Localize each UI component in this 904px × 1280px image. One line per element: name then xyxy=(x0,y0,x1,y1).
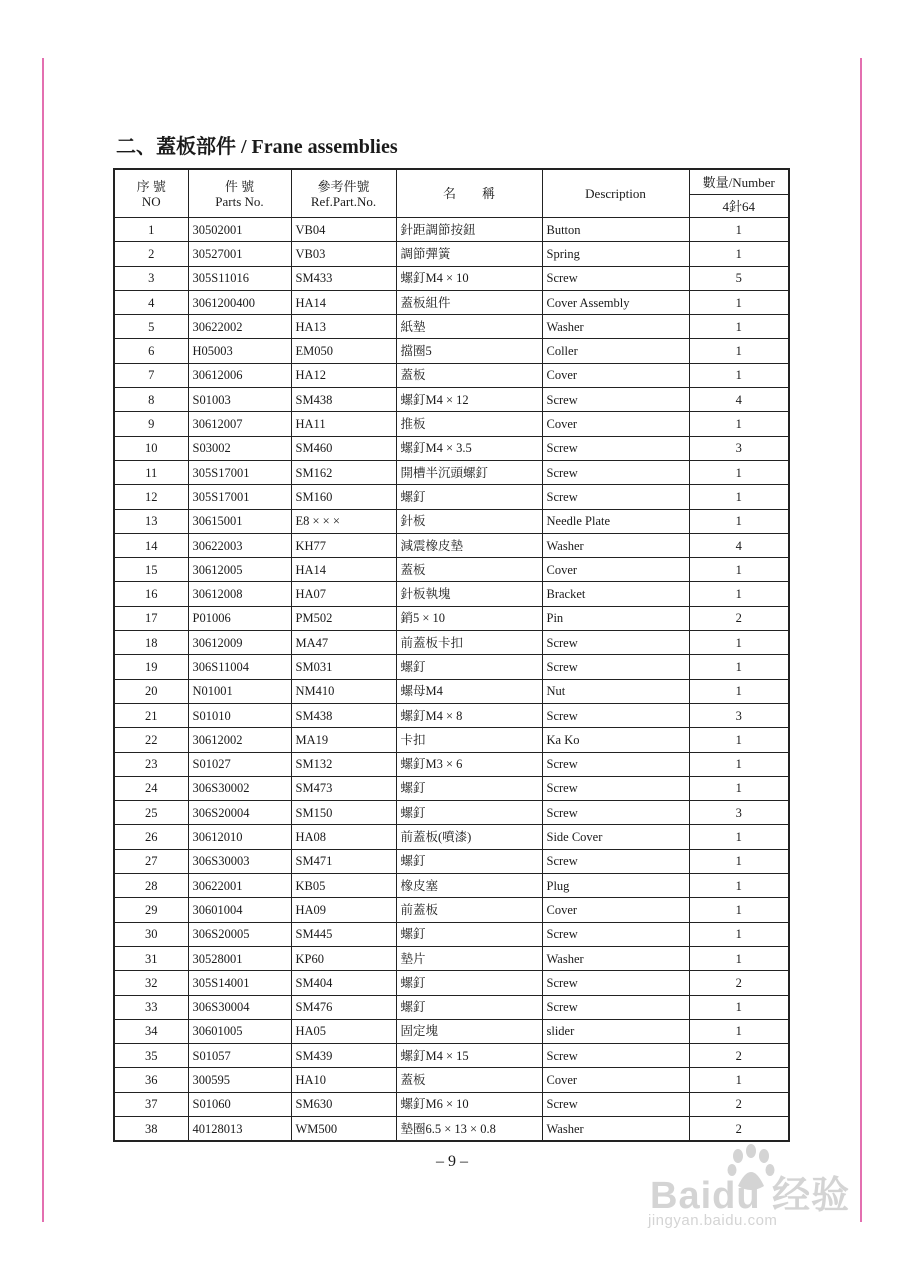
cell-quantity: 1 xyxy=(689,874,789,898)
cell-name-zh: 卡扣 xyxy=(396,728,542,752)
cell-description: Cover xyxy=(542,412,689,436)
cell-name-zh: 針距調節按鈕 xyxy=(396,218,542,242)
cell-ref-part-no: SM438 xyxy=(291,388,396,412)
cell-name-zh: 螺釘M4 × 8 xyxy=(396,703,542,727)
cell-no: 35 xyxy=(114,1044,188,1068)
cell-ref-part-no: SM473 xyxy=(291,776,396,800)
table-row xyxy=(114,290,789,314)
cell-description: Screw xyxy=(542,1044,689,1068)
cell-ref-part-no: SM438 xyxy=(291,703,396,727)
cell-no: 38 xyxy=(114,1116,188,1141)
cell-part-no: 306S20005 xyxy=(188,922,291,946)
cell-no: 13 xyxy=(114,509,188,533)
cell-quantity: 1 xyxy=(689,922,789,946)
cell-ref-part-no: HA07 xyxy=(291,582,396,606)
cell-description: Bracket xyxy=(542,582,689,606)
cell-ref-part-no: WM500 xyxy=(291,1116,396,1141)
cell-quantity: 1 xyxy=(689,631,789,655)
cell-quantity: 1 xyxy=(689,825,789,849)
table-row xyxy=(114,388,789,412)
cell-part-no: P01006 xyxy=(188,606,291,630)
cell-part-no: 30615001 xyxy=(188,509,291,533)
table-row xyxy=(114,266,789,290)
cell-part-no: 306S11004 xyxy=(188,655,291,679)
table-row xyxy=(114,582,789,606)
cell-part-no: 300595 xyxy=(188,1068,291,1092)
cell-name-zh: 墊片 xyxy=(396,946,542,970)
cell-no: 1 xyxy=(114,218,188,242)
cell-no: 6 xyxy=(114,339,188,363)
cell-quantity: 2 xyxy=(689,1116,789,1141)
cell-description: Washer xyxy=(542,1116,689,1141)
cell-description: Cover Assembly xyxy=(542,290,689,314)
cell-name-zh: 橡皮塞 xyxy=(396,874,542,898)
cell-no: 31 xyxy=(114,946,188,970)
table-row xyxy=(114,703,789,727)
cell-part-no: 30528001 xyxy=(188,946,291,970)
table-row xyxy=(114,242,789,266)
cell-description: Screw xyxy=(542,703,689,727)
cell-ref-part-no: SM433 xyxy=(291,266,396,290)
cell-part-no: 30527001 xyxy=(188,242,291,266)
page-margin-left xyxy=(42,58,44,1222)
cell-part-no: 30622001 xyxy=(188,874,291,898)
header-part xyxy=(188,169,291,218)
cell-quantity: 4 xyxy=(689,533,789,557)
cell-ref-part-no: MA19 xyxy=(291,728,396,752)
cell-quantity: 1 xyxy=(689,242,789,266)
cell-description: Screw xyxy=(542,776,689,800)
cell-name-zh: 減震橡皮墊 xyxy=(396,533,542,557)
cell-part-no: S01010 xyxy=(188,703,291,727)
cell-description: Screw xyxy=(542,849,689,873)
parts-table xyxy=(113,168,790,1142)
cell-part-no: 30612005 xyxy=(188,558,291,582)
table-row xyxy=(114,485,789,509)
cell-quantity: 1 xyxy=(689,509,789,533)
table-row xyxy=(114,752,789,776)
cell-name-zh: 螺釘 xyxy=(396,922,542,946)
table-row xyxy=(114,655,789,679)
cell-ref-part-no: VB03 xyxy=(291,242,396,266)
cell-description: Cover xyxy=(542,1068,689,1092)
cell-no: 37 xyxy=(114,1092,188,1116)
header-part-en: Parts No. xyxy=(215,193,264,209)
cell-quantity: 1 xyxy=(689,752,789,776)
cell-no: 3 xyxy=(114,266,188,290)
table-row xyxy=(114,1092,789,1116)
cell-part-no: 305S11016 xyxy=(188,266,291,290)
cell-quantity: 1 xyxy=(689,1068,789,1092)
cell-part-no: S01027 xyxy=(188,752,291,776)
header-no-zh: 序 號 xyxy=(136,178,166,194)
cell-description: Screw xyxy=(542,388,689,412)
cell-no: 33 xyxy=(114,995,188,1019)
cell-ref-part-no: PM502 xyxy=(291,606,396,630)
section-title: 二、蓋板部件 / Frane assemblies xyxy=(116,136,398,158)
header-name: 名 稱 xyxy=(396,169,542,218)
table-row xyxy=(114,946,789,970)
baidu-watermark xyxy=(644,1142,854,1229)
table-row xyxy=(114,363,789,387)
table-row xyxy=(114,801,789,825)
cell-quantity: 1 xyxy=(689,995,789,1019)
cell-ref-part-no: SM160 xyxy=(291,485,396,509)
cell-name-zh: 螺釘M4 × 10 xyxy=(396,266,542,290)
cell-ref-part-no: SM132 xyxy=(291,752,396,776)
cell-description: Plug xyxy=(542,874,689,898)
cell-part-no: N01001 xyxy=(188,679,291,703)
cell-description: Needle Plate xyxy=(542,509,689,533)
cell-name-zh: 螺釘 xyxy=(396,485,542,509)
cell-part-no: 30612009 xyxy=(188,631,291,655)
cell-ref-part-no: HA13 xyxy=(291,315,396,339)
cell-ref-part-no: SM162 xyxy=(291,460,396,484)
cell-no: 23 xyxy=(114,752,188,776)
cell-no: 17 xyxy=(114,606,188,630)
cell-no: 14 xyxy=(114,533,188,557)
cell-no: 2 xyxy=(114,242,188,266)
table-row xyxy=(114,1019,789,1043)
cell-ref-part-no: SM031 xyxy=(291,655,396,679)
cell-quantity: 1 xyxy=(689,218,789,242)
cell-ref-part-no: HA08 xyxy=(291,825,396,849)
cell-quantity: 2 xyxy=(689,1092,789,1116)
cell-part-no: S01057 xyxy=(188,1044,291,1068)
cell-name-zh: 蓋板 xyxy=(396,1068,542,1092)
watermark-brand: Baidu 经验 xyxy=(650,1175,851,1217)
cell-no: 28 xyxy=(114,874,188,898)
cell-quantity: 1 xyxy=(689,290,789,314)
cell-quantity: 1 xyxy=(689,315,789,339)
cell-name-zh: 墊圈6.5 × 13 × 0.8 xyxy=(396,1116,542,1141)
cell-part-no: 30601005 xyxy=(188,1019,291,1043)
cell-name-zh: 螺釘M4 × 15 xyxy=(396,1044,542,1068)
table-row xyxy=(114,412,789,436)
header-qty-model: 4針64 xyxy=(689,195,789,218)
table-row xyxy=(114,728,789,752)
cell-ref-part-no: HA05 xyxy=(291,1019,396,1043)
cell-ref-part-no: HA09 xyxy=(291,898,396,922)
cell-no: 15 xyxy=(114,558,188,582)
cell-quantity: 1 xyxy=(689,776,789,800)
table-row xyxy=(114,315,789,339)
cell-description: Ka Ko xyxy=(542,728,689,752)
cell-name-zh: 推板 xyxy=(396,412,542,436)
cell-quantity: 2 xyxy=(689,971,789,995)
cell-no: 29 xyxy=(114,898,188,922)
cell-name-zh: 銷5 × 10 xyxy=(396,606,542,630)
cell-no: 5 xyxy=(114,315,188,339)
cell-description: Washer xyxy=(542,315,689,339)
cell-quantity: 3 xyxy=(689,703,789,727)
cell-ref-part-no: SM471 xyxy=(291,849,396,873)
cell-part-no: 305S17001 xyxy=(188,485,291,509)
cell-no: 24 xyxy=(114,776,188,800)
cell-no: 25 xyxy=(114,801,188,825)
cell-description: Screw xyxy=(542,1092,689,1116)
cell-no: 26 xyxy=(114,825,188,849)
cell-description: Screw xyxy=(542,995,689,1019)
cell-description: Screw xyxy=(542,436,689,460)
cell-ref-part-no: KB05 xyxy=(291,874,396,898)
cell-no: 34 xyxy=(114,1019,188,1043)
cell-name-zh: 固定塊 xyxy=(396,1019,542,1043)
cell-quantity: 1 xyxy=(689,485,789,509)
cell-name-zh: 前蓋板卡扣 xyxy=(396,631,542,655)
cell-ref-part-no: HA11 xyxy=(291,412,396,436)
cell-quantity: 1 xyxy=(689,558,789,582)
cell-ref-part-no: SM460 xyxy=(291,436,396,460)
cell-name-zh: 螺釘 xyxy=(396,995,542,1019)
cell-part-no: 30502001 xyxy=(188,218,291,242)
cell-name-zh: 螺釘M4 × 12 xyxy=(396,388,542,412)
cell-description: Washer xyxy=(542,946,689,970)
cell-description: Pin xyxy=(542,606,689,630)
cell-part-no: 306S30002 xyxy=(188,776,291,800)
header-ref-en: Ref.Part.No. xyxy=(310,193,377,209)
cell-quantity: 5 xyxy=(689,266,789,290)
cell-no: 36 xyxy=(114,1068,188,1092)
cell-name-zh: 螺釘 xyxy=(396,776,542,800)
table-row xyxy=(114,679,789,703)
cell-ref-part-no: SM439 xyxy=(291,1044,396,1068)
cell-ref-part-no: SM404 xyxy=(291,971,396,995)
cell-name-zh: 螺釘M3 × 6 xyxy=(396,752,542,776)
cell-description: Coller xyxy=(542,339,689,363)
cell-part-no: 306S30004 xyxy=(188,995,291,1019)
table-row xyxy=(114,825,789,849)
header-no-en: NO xyxy=(141,193,161,209)
cell-quantity: 1 xyxy=(689,946,789,970)
parts-table-body xyxy=(114,218,789,1142)
cell-name-zh: 蓋板組件 xyxy=(396,290,542,314)
cell-description: Screw xyxy=(542,752,689,776)
cell-no: 32 xyxy=(114,971,188,995)
table-row xyxy=(114,1068,789,1092)
table-row xyxy=(114,533,789,557)
cell-name-zh: 螺釘 xyxy=(396,801,542,825)
cell-name-zh: 蓋板 xyxy=(396,558,542,582)
cell-no: 7 xyxy=(114,363,188,387)
table-row xyxy=(114,436,789,460)
table-row xyxy=(114,1044,789,1068)
cell-part-no: 30612008 xyxy=(188,582,291,606)
cell-quantity: 1 xyxy=(689,679,789,703)
cell-no: 11 xyxy=(114,460,188,484)
cell-name-zh: 前蓋板 xyxy=(396,898,542,922)
watermark-url: jingyan.baidu.com xyxy=(648,1212,778,1229)
cell-part-no: 30612010 xyxy=(188,825,291,849)
cell-no: 8 xyxy=(114,388,188,412)
cell-description: Button xyxy=(542,218,689,242)
cell-name-zh: 螺釘M6 × 10 xyxy=(396,1092,542,1116)
cell-name-zh: 螺母M4 xyxy=(396,679,542,703)
header-no xyxy=(114,169,188,218)
cell-part-no: 30622003 xyxy=(188,533,291,557)
cell-description: Screw xyxy=(542,801,689,825)
cell-name-zh: 螺釘 xyxy=(396,655,542,679)
table-row xyxy=(114,509,789,533)
table-row xyxy=(114,776,789,800)
page-number: – 9 – xyxy=(436,1153,468,1170)
table-row xyxy=(114,874,789,898)
table-row xyxy=(114,460,789,484)
cell-no: 21 xyxy=(114,703,188,727)
cell-ref-part-no: KH77 xyxy=(291,533,396,557)
cell-name-zh: 螺釘M4 × 3.5 xyxy=(396,436,542,460)
header-qty: 數量/Number xyxy=(689,169,789,195)
cell-no: 22 xyxy=(114,728,188,752)
cell-name-zh: 調節彈簧 xyxy=(396,242,542,266)
cell-description: Screw xyxy=(542,266,689,290)
cell-ref-part-no: HA14 xyxy=(291,558,396,582)
cell-quantity: 1 xyxy=(689,363,789,387)
cell-no: 10 xyxy=(114,436,188,460)
header-ref-zh: 參考件號 xyxy=(317,178,370,194)
table-row xyxy=(114,849,789,873)
cell-ref-part-no: SM630 xyxy=(291,1092,396,1116)
cell-ref-part-no: HA10 xyxy=(291,1068,396,1092)
cell-description: Screw xyxy=(542,460,689,484)
cell-ref-part-no: VB04 xyxy=(291,218,396,242)
cell-description: slider xyxy=(542,1019,689,1043)
cell-description: Screw xyxy=(542,971,689,995)
cell-part-no: 305S14001 xyxy=(188,971,291,995)
cell-description: Screw xyxy=(542,655,689,679)
cell-no: 16 xyxy=(114,582,188,606)
table-row xyxy=(114,339,789,363)
cell-part-no: 305S17001 xyxy=(188,460,291,484)
cell-part-no: 30622002 xyxy=(188,315,291,339)
cell-ref-part-no: HA12 xyxy=(291,363,396,387)
cell-no: 12 xyxy=(114,485,188,509)
cell-quantity: 3 xyxy=(689,801,789,825)
table-row xyxy=(114,898,789,922)
cell-ref-part-no: SM476 xyxy=(291,995,396,1019)
cell-name-zh: 螺釘 xyxy=(396,849,542,873)
table-row xyxy=(114,922,789,946)
cell-name-zh: 針板 xyxy=(396,509,542,533)
cell-description: Screw xyxy=(542,485,689,509)
cell-ref-part-no: MA47 xyxy=(291,631,396,655)
cell-quantity: 2 xyxy=(689,1044,789,1068)
cell-quantity: 1 xyxy=(689,728,789,752)
cell-part-no: 30612002 xyxy=(188,728,291,752)
cell-part-no: H05003 xyxy=(188,339,291,363)
page-margin-right xyxy=(860,58,862,1222)
cell-name-zh: 紙墊 xyxy=(396,315,542,339)
cell-no: 9 xyxy=(114,412,188,436)
cell-name-zh: 擋圈5 xyxy=(396,339,542,363)
cell-ref-part-no: HA14 xyxy=(291,290,396,314)
cell-ref-part-no: E8 × × × xyxy=(291,509,396,533)
cell-description: Spring xyxy=(542,242,689,266)
cell-name-zh: 蓋板 xyxy=(396,363,542,387)
cell-quantity: 1 xyxy=(689,655,789,679)
table-row xyxy=(114,1116,789,1141)
cell-no: 19 xyxy=(114,655,188,679)
cell-part-no: 306S30003 xyxy=(188,849,291,873)
cell-part-no: 306S20004 xyxy=(188,801,291,825)
cell-part-no: 3061200400 xyxy=(188,290,291,314)
cell-ref-part-no: KP60 xyxy=(291,946,396,970)
cell-part-no: 30612006 xyxy=(188,363,291,387)
cell-ref-part-no: NM410 xyxy=(291,679,396,703)
header-description: Description xyxy=(542,169,689,218)
cell-quantity: 3 xyxy=(689,436,789,460)
cell-name-zh: 螺釘 xyxy=(396,971,542,995)
cell-quantity: 1 xyxy=(689,460,789,484)
cell-no: 4 xyxy=(114,290,188,314)
cell-part-no: S03002 xyxy=(188,436,291,460)
cell-no: 27 xyxy=(114,849,188,873)
cell-name-zh: 前蓋板(噴漆) xyxy=(396,825,542,849)
table-row xyxy=(114,995,789,1019)
cell-quantity: 1 xyxy=(689,898,789,922)
cell-quantity: 1 xyxy=(689,412,789,436)
cell-part-no: 30612007 xyxy=(188,412,291,436)
header-part-zh: 件 號 xyxy=(224,178,255,194)
cell-no: 18 xyxy=(114,631,188,655)
cell-description: Washer xyxy=(542,533,689,557)
table-header-row xyxy=(114,169,789,195)
cell-description: Cover xyxy=(542,558,689,582)
cell-part-no: 40128013 xyxy=(188,1116,291,1141)
cell-quantity: 1 xyxy=(689,1019,789,1043)
header-ref xyxy=(291,169,396,218)
cell-quantity: 1 xyxy=(689,339,789,363)
cell-description: Side Cover xyxy=(542,825,689,849)
cell-quantity: 2 xyxy=(689,606,789,630)
cell-name-zh: 針板執塊 xyxy=(396,582,542,606)
cell-quantity: 1 xyxy=(689,849,789,873)
table-row xyxy=(114,971,789,995)
cell-ref-part-no: EM050 xyxy=(291,339,396,363)
cell-description: Cover xyxy=(542,898,689,922)
table-row xyxy=(114,606,789,630)
cell-description: Cover xyxy=(542,363,689,387)
table-row xyxy=(114,558,789,582)
cell-part-no: 30601004 xyxy=(188,898,291,922)
cell-ref-part-no: SM445 xyxy=(291,922,396,946)
cell-description: Screw xyxy=(542,631,689,655)
cell-name-zh: 開槽半沉頭螺釘 xyxy=(396,460,542,484)
cell-ref-part-no: SM150 xyxy=(291,801,396,825)
cell-quantity: 1 xyxy=(689,582,789,606)
cell-no: 30 xyxy=(114,922,188,946)
cell-description: Nut xyxy=(542,679,689,703)
table-row xyxy=(114,631,789,655)
cell-description: Screw xyxy=(542,922,689,946)
cell-part-no: S01060 xyxy=(188,1092,291,1116)
cell-part-no: S01003 xyxy=(188,388,291,412)
cell-no: 20 xyxy=(114,679,188,703)
cell-quantity: 4 xyxy=(689,388,789,412)
table-row xyxy=(114,218,789,242)
